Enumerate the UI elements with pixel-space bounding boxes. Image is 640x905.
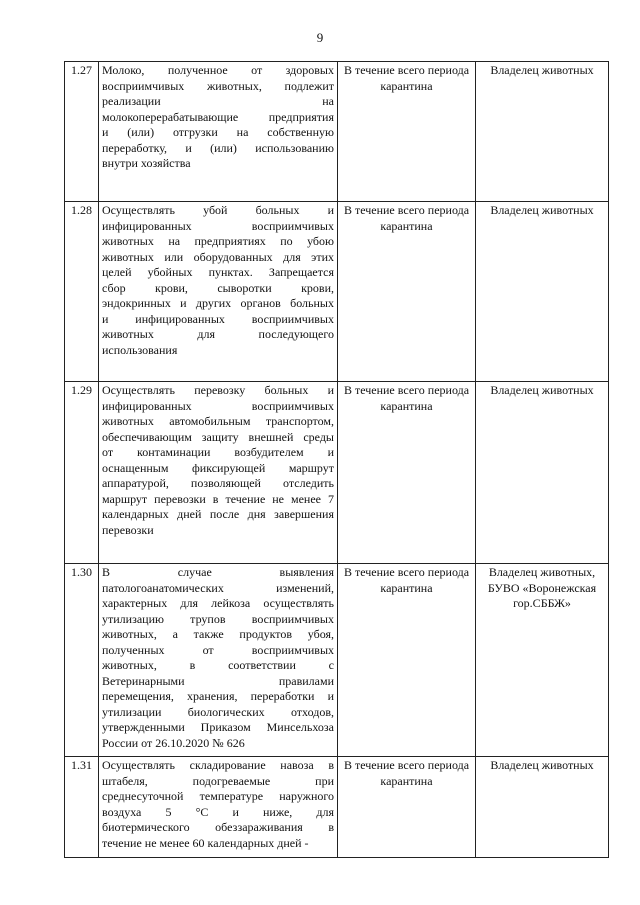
responsible-cell: Владелец животных: [476, 757, 609, 858]
description-line: эндокринных и других органов больных: [102, 296, 334, 310]
period-cell: В течение всего периода карантина: [338, 757, 476, 858]
description-line: среднесуточной температуре наружного: [102, 789, 334, 803]
responsible-cell: Владелец животных: [476, 62, 609, 202]
description-line: утилизации биологических отходов,: [102, 704, 334, 719]
description-line: оснащенным фиксирующей маршрут: [102, 460, 334, 475]
period-cell: В течение всего периода карантина: [338, 382, 476, 564]
description-line: внутри хозяйства: [102, 156, 191, 170]
table-row: [65, 757, 609, 858]
description-line: целей убойных пунктах. Запрещается: [102, 265, 334, 279]
description-line: аппаратурой, позволяющей отследить: [102, 476, 334, 490]
description-line: полученных от восприимчивых: [102, 642, 334, 657]
measure-description: [99, 382, 338, 564]
period-cell: В течение всего периода карантина: [338, 62, 476, 202]
description-line: штабеля, подогреваемые при: [102, 773, 334, 788]
item-number: 1.28: [65, 202, 99, 382]
description-line: патологоанатомических изменений,: [102, 580, 334, 595]
description-line: календарных дней после дня завершения: [102, 507, 334, 521]
item-number: 1.30: [65, 564, 99, 757]
description-line: животных для последующего: [102, 327, 334, 341]
description-line: утвержденными Приказом Минсельхоза: [102, 720, 334, 734]
description-line: животных или оборудованных для этих: [102, 249, 334, 264]
description-line: обеспечивающим защиту внешней среды: [102, 429, 334, 444]
measure-description: [99, 564, 338, 757]
item-number: 1.31: [65, 757, 99, 858]
item-number: 1.29: [65, 382, 99, 564]
responsible-cell: Владелец животных, БУВО «Воронежская гор.СББЖ»: [476, 564, 609, 757]
description-line: перемещения, хранения, переработки и: [102, 689, 334, 703]
table-row: [65, 382, 609, 564]
table-body: [65, 62, 609, 858]
description-line: молокоперерабатывающие предприятия: [102, 109, 334, 124]
description-line: животных, а также продуктов убоя,: [102, 627, 334, 641]
description-line: и инфицированных восприимчивых: [102, 311, 334, 326]
description-line: Осуществлять перевозку больных и: [102, 383, 334, 397]
measure-description: [99, 62, 338, 202]
responsible-cell: Владелец животных: [476, 202, 609, 382]
table-row: [65, 202, 609, 382]
description-line: и (или) отгрузки на собственную: [102, 125, 334, 139]
measure-description: [99, 757, 338, 858]
description-line: животных автомобильным транспортом,: [102, 414, 334, 428]
page-number: 9: [316, 30, 324, 45]
description-line: инфицированных восприимчивых: [102, 218, 334, 233]
description-line: Осуществлять убой больных и: [102, 203, 334, 217]
description-line: России от 26.10.2020 № 626: [102, 735, 245, 750]
description-line: реализации на: [102, 94, 334, 108]
description-line: утилизацию трупов восприимчивых: [102, 611, 334, 626]
description-line: биотермического обеззараживания в: [102, 820, 334, 834]
description-line: животных на предприятиях по убою: [102, 234, 334, 248]
table-row: [65, 564, 609, 757]
description-line: животных, в соответствии с: [102, 658, 334, 672]
description-line: инфицированных восприимчивых: [102, 398, 334, 413]
item-number: 1.27: [65, 62, 99, 202]
measures-table: [64, 61, 609, 858]
description-line: Осуществлять складирование навоза в: [102, 758, 334, 772]
description-line: течение не менее 60 календарных дней -: [102, 835, 309, 850]
description-line: маршрут перевозки в течение не менее 7: [102, 491, 334, 506]
description-line: перевозки: [102, 522, 154, 537]
period-cell: В течение всего периода карантина: [338, 564, 476, 757]
responsible-cell: Владелец животных: [476, 382, 609, 564]
description-line: от контаминации возбудителем и: [102, 445, 334, 459]
description-line: характерных для лейкоза осуществлять: [102, 596, 334, 610]
description-line: Ветеринарными правилами: [102, 673, 334, 688]
description-line: восприимчивых животных, подлежит: [102, 78, 334, 93]
description-line: переработку, и (или) использованию: [102, 140, 334, 155]
description-line: В случае выявления: [102, 565, 334, 579]
description-line: сбор крови, сыворотки крови,: [102, 280, 334, 295]
measure-description: [99, 202, 338, 382]
table-row: [65, 62, 609, 202]
description-line: воздуха 5 °С и ниже, для: [102, 804, 334, 819]
period-cell: В течение всего периода карантина: [338, 202, 476, 382]
description-line: Молоко, полученное от здоровых: [102, 63, 334, 77]
description-line: использования: [102, 342, 178, 357]
